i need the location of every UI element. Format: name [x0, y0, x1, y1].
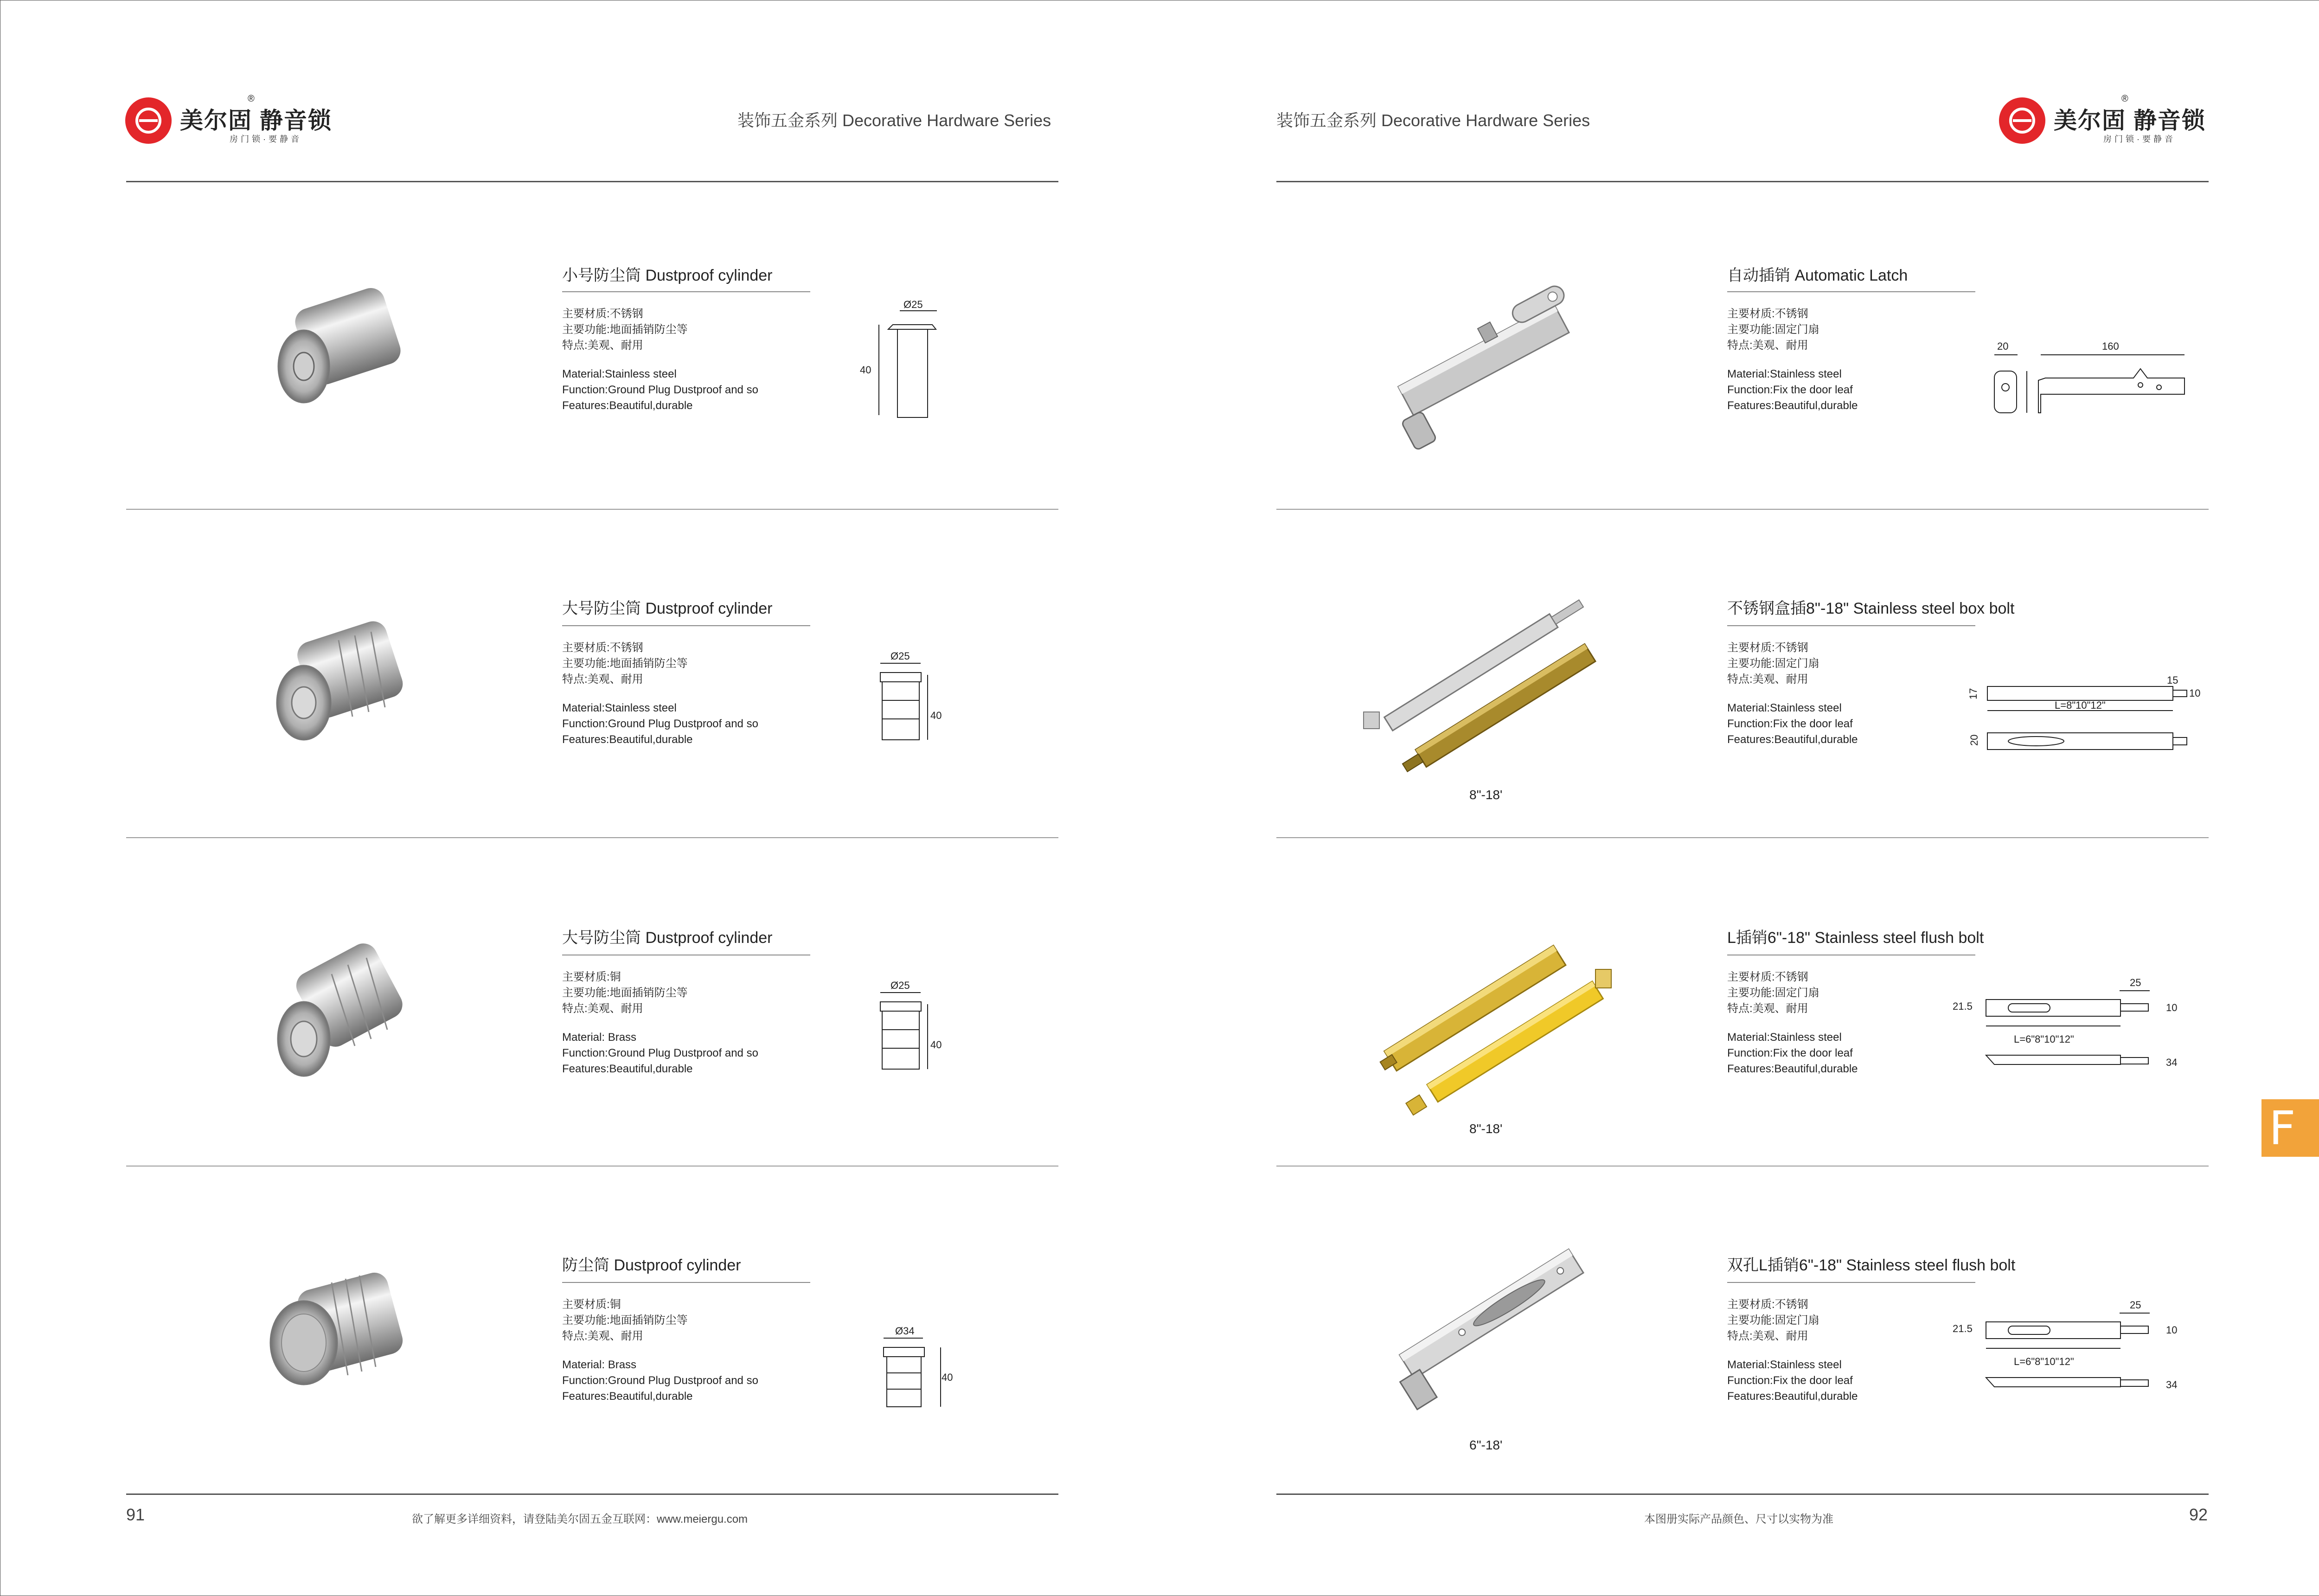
spec-features-en: Features:Beautiful,durable	[562, 733, 693, 746]
section-divider	[126, 1166, 1058, 1167]
product-specs	[562, 640, 758, 748]
spec-function-en: Function:Ground Plug Dustproof and so	[562, 384, 758, 396]
header-rule-left	[126, 181, 1058, 182]
product-photo-large-dustproof-cylinder	[274, 622, 422, 751]
spec-material-en: Material: Brass	[562, 1031, 637, 1044]
dim-diameter-label: Ø25	[890, 980, 910, 991]
brand-logo-right	[1999, 94, 2222, 153]
series-title-left: 装饰五金系列 Decorative Hardware Series	[737, 111, 1051, 130]
dim-height-label: 40	[930, 1039, 942, 1051]
dim-length-options-label: L=8"10"12"	[2055, 699, 2106, 711]
header-rule-right	[1276, 181, 2209, 182]
spec-features-cn: 特点:美观、耐用	[562, 339, 643, 352]
spec-function-cn: 主要功能:地面插销防尘等	[562, 1314, 688, 1327]
spec-function-cn: 主要功能:地面插销防尘等	[562, 657, 688, 670]
size-caption: 6"-18'	[1469, 1438, 1503, 1452]
product-specs	[1727, 306, 1858, 414]
dim-bolt-diameter-label: 10	[2166, 1324, 2178, 1336]
product-specs	[1727, 1297, 1858, 1404]
dimension-drawing	[853, 297, 960, 422]
dim-length-options-label: L=6"8"10"12"	[2014, 1033, 2074, 1045]
spec-function-cn: 主要功能:地面插销防尘等	[562, 323, 688, 336]
dim-bolt-length-label: 15	[2167, 674, 2178, 686]
spec-material-en: Material:Stainless steel	[1727, 368, 1842, 380]
page-number-left: 91	[126, 1505, 145, 1524]
product-title: 不锈钢盒插8"-18" Stainless steel box bolt	[1727, 600, 2015, 617]
spec-function-cn: 主要功能:固定门扇	[1727, 323, 1819, 336]
spec-material-en: Material:Stainless steel	[562, 368, 677, 380]
product-title: 防尘筒 Dustproof cylinder	[562, 1256, 741, 1274]
dimension-drawing	[1980, 339, 2198, 417]
logo-mark-icon	[125, 97, 172, 144]
product-photo-automatic-latch	[1377, 271, 1600, 448]
product-specs	[562, 306, 758, 414]
spec-features-cn: 特点:美观、耐用	[1727, 1330, 1808, 1342]
dim-face-width-label: 20	[1968, 734, 1980, 746]
registered-mark: ®	[248, 94, 255, 104]
series-title-right: 装饰五金系列 Decorative Hardware Series	[1276, 111, 1590, 130]
dimension-drawing	[872, 1324, 965, 1417]
spec-material-en: Material:Stainless steel	[1727, 1031, 1842, 1044]
brand-logo-left	[125, 94, 348, 153]
dim-diameter-label: Ø25	[890, 650, 910, 662]
section-divider	[1276, 837, 2209, 838]
spec-features-cn: 特点:美观、耐用	[1727, 339, 1808, 352]
product-title: L插销6"-18" Stainless steel flush bolt	[1727, 929, 1984, 947]
section-divider	[126, 509, 1058, 510]
section-divider	[1276, 1166, 2209, 1167]
dim-bolt-length-label: 25	[2130, 977, 2141, 988]
product-title: 双孔L插销6"-18" Stainless steel flush bolt	[1727, 1256, 2016, 1274]
dim-bolt-diameter-label: 10	[2166, 1002, 2178, 1013]
product-title: 大号防尘筒 Dustproof cylinder	[562, 600, 773, 617]
dim-width-label: 20	[1997, 340, 2009, 352]
spec-function-en: Function:Fix the door leaf	[1727, 1374, 1853, 1387]
dim-depth-label: 34	[2166, 1057, 2178, 1068]
title-underline	[1727, 1282, 1975, 1283]
spec-function-cn: 主要功能:固定门扇	[1727, 1314, 1819, 1327]
spec-function-cn: 主要功能:地面插销防尘等	[562, 987, 688, 999]
dim-face-width-label: 21.5	[1953, 1323, 1973, 1334]
spec-material-cn: 主要材质:铜	[562, 1298, 621, 1311]
spec-features-en: Features:Beautiful,durable	[1727, 399, 1858, 412]
spec-function-en: Function:Fix the door leaf	[1727, 1047, 1853, 1059]
product-specs	[1727, 640, 1858, 748]
spec-features-en: Features:Beautiful,durable	[1727, 1390, 1858, 1403]
dim-height-label: 17	[1967, 688, 1979, 699]
section-divider	[1276, 509, 2209, 510]
spec-function-cn: 主要功能:固定门扇	[1727, 657, 1819, 670]
title-underline	[562, 625, 810, 626]
dim-diameter-label: Ø25	[903, 299, 923, 310]
spec-material-cn: 主要材质:不锈钢	[562, 308, 643, 320]
spec-material-cn: 主要材质:不锈钢	[1727, 641, 1808, 654]
product-specs	[562, 1297, 758, 1404]
dim-depth-label: 34	[2166, 1379, 2178, 1391]
spec-material-en: Material: Brass	[562, 1359, 637, 1371]
product-specs	[562, 969, 758, 1077]
dimension-drawing	[872, 649, 965, 761]
product-specs	[1727, 969, 1858, 1077]
footer-note-left: 欲了解更多详细资料，请登陆美尔固五金互联网：www.meiergu.com	[412, 1513, 748, 1525]
page-number-right: 92	[2189, 1505, 2208, 1524]
brand-name: 美尔固 静音锁	[2054, 108, 2206, 134]
spec-features-cn: 特点:美观、耐用	[1727, 1002, 1808, 1015]
section-tab	[2261, 1099, 2319, 1157]
spec-material-cn: 主要材质:铜	[562, 971, 621, 983]
footer-rule-left	[126, 1493, 1058, 1495]
section-divider	[126, 837, 1058, 838]
title-underline	[562, 291, 810, 292]
dim-diameter-label: Ø34	[895, 1325, 915, 1337]
spec-features-cn: 特点:美观、耐用	[562, 673, 643, 686]
registered-mark: ®	[2121, 94, 2128, 104]
product-photo-dustproof-cylinder	[267, 1269, 420, 1408]
logo-mark-icon	[1999, 97, 2045, 144]
dimension-drawing	[872, 979, 965, 1090]
spec-features-cn: 特点:美观、耐用	[1727, 673, 1808, 686]
spec-function-cn: 主要功能:固定门扇	[1727, 987, 1819, 999]
spec-features-en: Features:Beautiful,durable	[562, 399, 693, 412]
size-caption: 8"-18'	[1469, 1122, 1503, 1136]
spec-function-en: Function:Ground Plug Dustproof and so	[562, 1047, 758, 1059]
spec-features-en: Features:Beautiful,durable	[562, 1390, 693, 1403]
spec-function-en: Function:Ground Plug Dustproof and so	[562, 718, 758, 730]
brand-slogan: 房门锁·要静音	[230, 135, 302, 144]
product-photo-small-dustproof-cylinder	[274, 288, 422, 417]
footer-rule-right	[1276, 1493, 2209, 1495]
product-photo-box-bolt	[1354, 598, 1633, 765]
product-photo-double-hole-flush-bolt	[1373, 1229, 1614, 1396]
dimension-drawing	[1948, 974, 2208, 1085]
spec-material-cn: 主要材质:不锈钢	[1727, 308, 1808, 320]
spec-function-en: Function:Fix the door leaf	[1727, 718, 1853, 730]
dimension-drawing	[1948, 1296, 2208, 1408]
spec-function-en: Function:Fix the door leaf	[1727, 384, 1853, 396]
dim-height-label: 40	[930, 710, 942, 721]
title-underline	[562, 1282, 810, 1283]
dim-height-label: 40	[860, 364, 871, 376]
spec-material-en: Material:Stainless steel	[1727, 1359, 1842, 1371]
spec-function-en: Function:Ground Plug Dustproof and so	[562, 1374, 758, 1387]
dim-bolt-length-label: 25	[2130, 1299, 2141, 1311]
spec-material-en: Material:Stainless steel	[1727, 702, 1842, 714]
product-title: 小号防尘筒 Dustproof cylinder	[562, 267, 773, 284]
product-photo-brass-dustproof-cylinder	[274, 946, 422, 1085]
dim-height-label: 40	[942, 1372, 953, 1383]
spec-material-en: Material:Stainless steel	[562, 702, 677, 714]
spec-features-cn: 特点:美观、耐用	[562, 1002, 643, 1015]
title-underline	[1727, 291, 1975, 292]
product-photo-flush-bolt	[1354, 932, 1633, 1099]
dim-length-label: 160	[2102, 340, 2119, 352]
title-underline	[1727, 625, 1975, 626]
spec-features-en: Features:Beautiful,durable	[1727, 1063, 1858, 1075]
brand-name: 美尔固 静音锁	[180, 108, 332, 134]
product-title: 自动插销 Automatic Latch	[1727, 267, 1908, 284]
dim-face-width-label: 21.5	[1953, 1000, 1973, 1012]
brand-slogan: 房门锁·要静音	[2103, 135, 2176, 144]
spec-features-cn: 特点:美观、耐用	[562, 1330, 643, 1342]
dim-bolt-diameter-label: 10	[2189, 687, 2201, 699]
spec-material-cn: 主要材质:不锈钢	[1727, 971, 1808, 983]
spec-material-cn: 主要材质:不锈钢	[562, 641, 643, 654]
spec-material-cn: 主要材质:不锈钢	[1727, 1298, 1808, 1311]
size-caption: 8"-18'	[1469, 788, 1503, 802]
spec-features-en: Features:Beautiful,durable	[562, 1063, 693, 1075]
dim-length-options-label: L=6"8"10"12"	[2014, 1356, 2074, 1367]
dimension-drawing	[1967, 674, 2208, 756]
footer-note-right: 本图册实际产品颜色、尺寸以实物为准	[1644, 1513, 1833, 1525]
product-title: 大号防尘筒 Dustproof cylinder	[562, 929, 773, 947]
section-tab-letter: F	[2269, 1101, 2296, 1155]
spec-features-en: Features:Beautiful,durable	[1727, 733, 1858, 746]
